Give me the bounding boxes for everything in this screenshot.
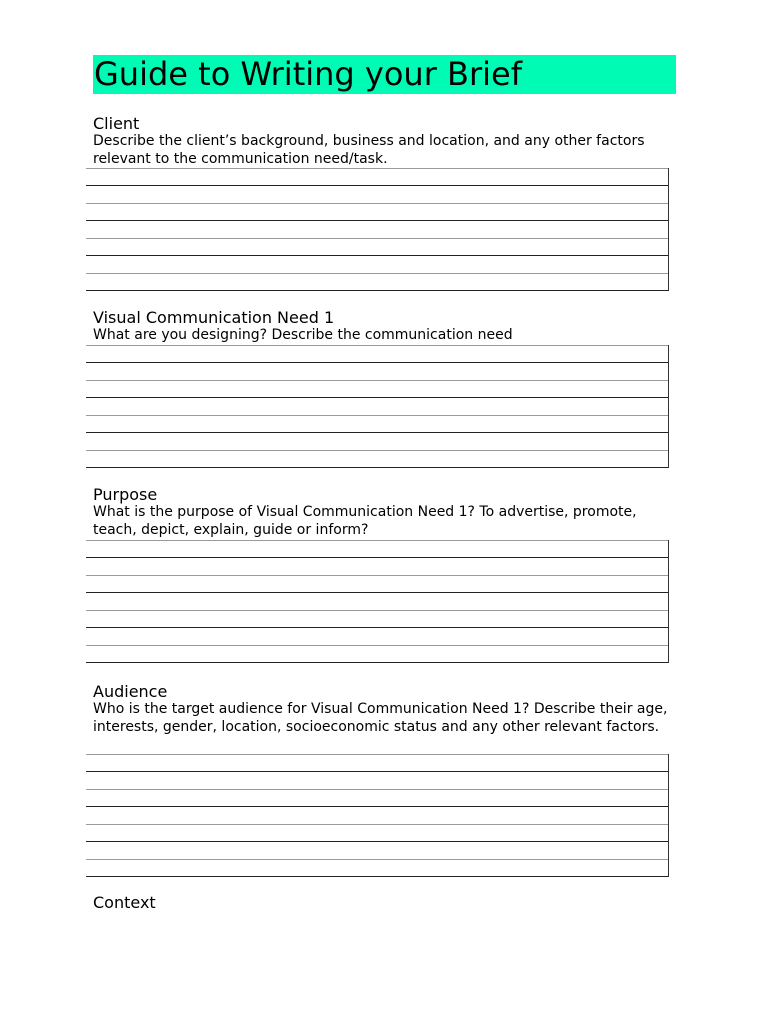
section-heading: Audience [93,682,168,701]
writing-line [86,841,668,842]
writing-line [86,290,668,291]
section-description: Describe the client’s background, business and location, and any other factors relevant to the communication need/task. [93,133,645,167]
writing-line [86,397,668,398]
section-heading: Visual Communication Need 1 [93,308,335,327]
writing-lines[interactable] [86,168,669,291]
writing-line [86,450,668,451]
writing-line [86,467,668,468]
writing-line [86,557,668,558]
writing-line [86,771,668,772]
writing-line [86,540,668,541]
writing-line [86,859,668,860]
writing-line [86,610,668,611]
writing-line [86,168,668,169]
writing-line [86,273,668,274]
writing-line [86,185,668,186]
writing-line [86,203,668,204]
writing-line [86,255,668,256]
writing-line [86,806,668,807]
section-description: What are you designing? Describe the communication need [93,327,513,343]
writing-line [86,380,668,381]
writing-line [86,362,668,363]
section-heading: Context [93,893,156,912]
section-description: Who is the target audience for Visual Communication Need 1? Describe their age, interests, gender, location, socioeconomic status and any other relevant factors. [93,701,668,735]
writing-line [86,575,668,576]
writing-line [86,824,668,825]
writing-line [86,645,668,646]
writing-lines[interactable] [86,345,669,468]
writing-line [86,345,668,346]
writing-line [86,662,668,663]
writing-line [86,432,668,433]
section-heading: Purpose [93,485,158,504]
writing-line [86,415,668,416]
writing-line [86,754,668,755]
writing-line [86,789,668,790]
writing-line [86,627,668,628]
section-description: What is the purpose of Visual Communication Need 1? To advertise, promote, teach, depict, explain, guide or inform? [93,504,637,538]
writing-line [86,220,668,221]
writing-line [86,592,668,593]
writing-lines[interactable] [86,540,669,663]
page-title: Guide to Writing your Brief [94,55,522,93]
writing-lines[interactable] [86,754,669,877]
section-heading: Client [93,114,140,133]
title-highlight [93,55,676,94]
writing-line [86,876,668,877]
writing-line [86,238,668,239]
